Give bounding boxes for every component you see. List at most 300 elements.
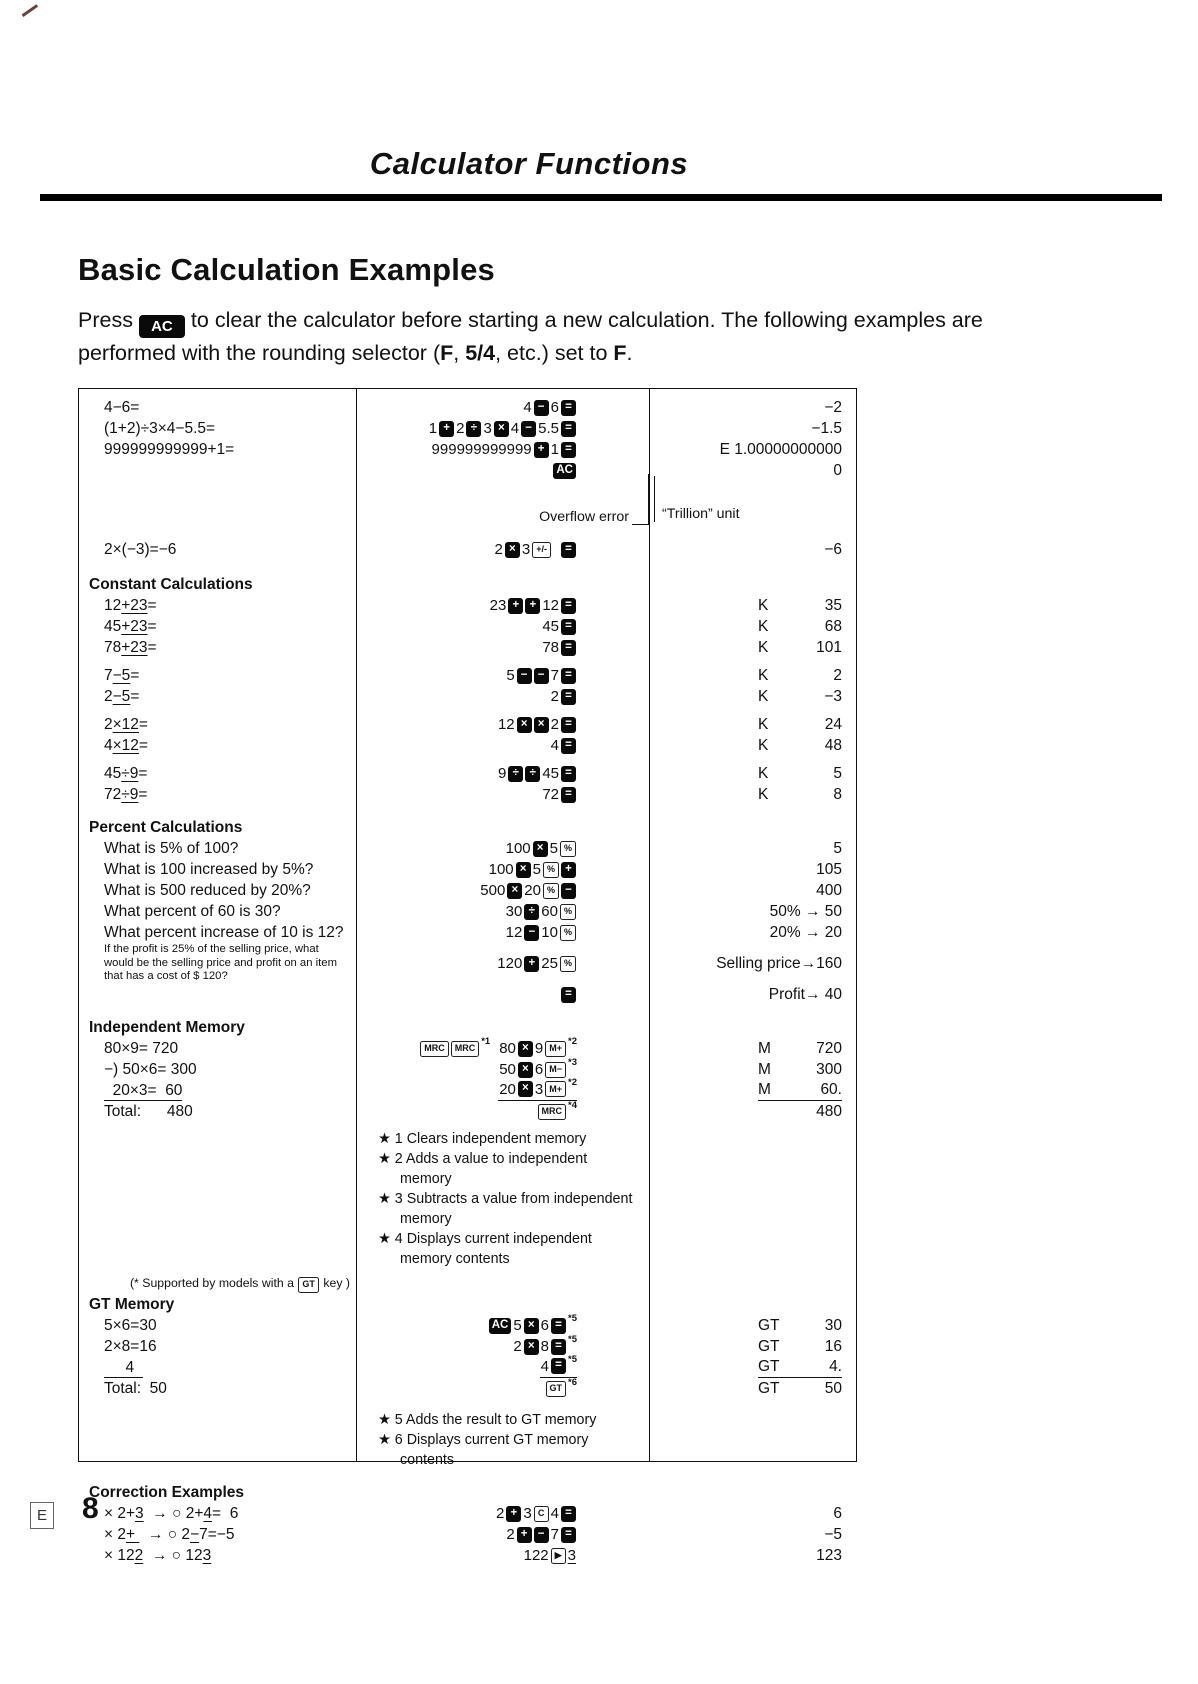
result-display bbox=[758, 1338, 842, 1356]
text-run: 9 bbox=[534, 1040, 544, 1057]
text-run: = bbox=[138, 764, 148, 782]
keys-cell bbox=[356, 1313, 649, 1334]
section-heading: GT Memory bbox=[89, 1295, 175, 1313]
problem-cell bbox=[79, 994, 356, 995]
result-value: 50 bbox=[824, 1379, 842, 1397]
result-cell bbox=[649, 1450, 855, 1451]
example-row bbox=[79, 439, 856, 460]
text-run: 4 bbox=[540, 1357, 550, 1375]
text-run: 2 bbox=[456, 420, 465, 437]
problem-cell bbox=[79, 1526, 356, 1544]
text-run: = bbox=[147, 638, 157, 656]
result-cell bbox=[649, 1249, 855, 1250]
result-value: 5 bbox=[833, 839, 842, 857]
overflow-error-label: Overflow error bbox=[539, 508, 629, 525]
result-cell bbox=[649, 737, 855, 755]
result-cell bbox=[649, 476, 855, 530]
result-cell bbox=[649, 541, 855, 559]
text-run: = bbox=[130, 687, 140, 705]
text-run: 80 bbox=[499, 1040, 516, 1057]
result-mode-indicator: GT bbox=[758, 1379, 780, 1397]
minus-key: − bbox=[521, 421, 536, 437]
percent-key: % bbox=[560, 956, 576, 972]
key-sequence bbox=[550, 737, 577, 754]
example-row bbox=[79, 1101, 856, 1122]
keys-cell bbox=[356, 1283, 649, 1284]
result-display bbox=[758, 618, 842, 636]
multiply-key: × bbox=[518, 1062, 533, 1078]
result-cell bbox=[649, 1027, 855, 1028]
equals-key: = bbox=[561, 987, 576, 1003]
section-heading-row bbox=[79, 1294, 856, 1315]
text-run: 1 bbox=[428, 420, 438, 437]
problem-cell bbox=[79, 765, 356, 783]
keys-cell bbox=[356, 1526, 649, 1543]
result-display bbox=[758, 737, 842, 755]
footnote-marker: *2 bbox=[568, 1076, 577, 1088]
section-heading: Percent Calculations bbox=[89, 818, 243, 836]
text-run: = bbox=[130, 666, 140, 684]
text-run: 20×3= 60 bbox=[104, 1081, 183, 1099]
key-sequence bbox=[560, 987, 577, 1003]
underlined-text: ×12 bbox=[112, 736, 139, 754]
problem-cell bbox=[79, 1082, 356, 1100]
problem-cell bbox=[79, 470, 356, 471]
equals-key: = bbox=[561, 1527, 576, 1543]
plus-key: + bbox=[439, 421, 454, 437]
plus-key: + bbox=[534, 442, 549, 458]
example-row bbox=[79, 922, 856, 943]
problem-cell bbox=[79, 1019, 356, 1037]
section-heading: Constant Calculations bbox=[89, 575, 253, 593]
result-display bbox=[758, 688, 842, 706]
memory-plus-key: M+ bbox=[545, 1081, 566, 1097]
annotation-row bbox=[79, 481, 856, 525]
text-run: (1+2)÷3×4−5.5= bbox=[104, 419, 216, 437]
all-clear-key: AC bbox=[139, 315, 185, 338]
footnote-row bbox=[79, 1409, 856, 1430]
section-heading-row bbox=[79, 1017, 856, 1038]
text-run: What is 500 reduced by 20%? bbox=[104, 881, 311, 899]
column-divider-2 bbox=[649, 389, 650, 1461]
problem-text bbox=[104, 1526, 234, 1543]
text-run: to clear the calculator before starting a new calculation. The following examples are performed with the rounding selector ( bbox=[78, 308, 983, 365]
equals-key: = bbox=[551, 1358, 566, 1374]
result-cell bbox=[649, 584, 855, 585]
result-value: 24 bbox=[824, 715, 842, 733]
result-cell bbox=[649, 1358, 855, 1378]
problem-text bbox=[104, 1040, 178, 1057]
problem-text bbox=[104, 765, 147, 782]
text-run: 20 bbox=[524, 882, 541, 899]
problem-cell bbox=[79, 737, 356, 755]
equals-key: = bbox=[561, 442, 576, 458]
key-sequence bbox=[512, 1334, 577, 1355]
text-run: 45 bbox=[104, 617, 122, 635]
result-display bbox=[758, 639, 842, 657]
problem-text bbox=[104, 441, 234, 458]
text-run: 12 bbox=[497, 716, 515, 733]
result-value: 4. bbox=[829, 1357, 842, 1375]
plus-key: + bbox=[508, 598, 523, 614]
example-row bbox=[79, 984, 856, 1005]
language-badge: E bbox=[30, 1502, 54, 1529]
text-run: = bbox=[138, 785, 148, 803]
result-value: 50% → 50 bbox=[769, 902, 842, 920]
result-display bbox=[758, 1103, 842, 1121]
problem-text bbox=[104, 597, 157, 614]
example-row bbox=[79, 686, 856, 707]
text-run: What percent of 60 is 30? bbox=[104, 902, 281, 920]
result-display bbox=[716, 955, 842, 973]
problem-cell bbox=[79, 903, 356, 921]
plus-key: + bbox=[524, 956, 539, 972]
result-cell bbox=[649, 1138, 855, 1139]
multiply-key: × bbox=[507, 883, 522, 899]
text-run: = bbox=[147, 617, 157, 635]
example-row bbox=[79, 637, 856, 658]
text-run: 45 bbox=[542, 765, 559, 782]
example-row bbox=[79, 1353, 856, 1378]
underlined-text: 2 bbox=[134, 1546, 144, 1564]
problem-cell bbox=[79, 1249, 356, 1250]
problem-cell bbox=[79, 943, 356, 984]
underlined-text: 4 bbox=[203, 1504, 213, 1522]
result-cell bbox=[649, 882, 855, 900]
result-mode-indicator: K bbox=[758, 715, 769, 733]
problem-cell bbox=[79, 716, 356, 734]
text-run: 50 bbox=[499, 1061, 516, 1078]
result-cell bbox=[649, 1061, 855, 1079]
key-sequence bbox=[505, 667, 577, 684]
text-run: 10 bbox=[541, 924, 558, 941]
equals-key: = bbox=[561, 542, 576, 558]
keys-cell bbox=[356, 1505, 649, 1522]
scan-artifact bbox=[16, 0, 38, 17]
example-row bbox=[79, 1524, 856, 1545]
keys-cell bbox=[356, 1149, 649, 1189]
text-run: If the profit is 25% of the selling price, what would be the selling price and profit on an item that has a cost of $ 120? bbox=[104, 943, 341, 982]
underlined-text: 3 bbox=[567, 1547, 576, 1564]
key-sequence bbox=[488, 861, 577, 878]
connector-line bbox=[654, 476, 657, 522]
footnote-row bbox=[79, 1149, 856, 1189]
result-cell bbox=[649, 441, 855, 459]
footnote-text: ★ 4 Displays current independent memory contents bbox=[378, 1231, 592, 1267]
keys-cell bbox=[356, 882, 649, 899]
example-row bbox=[79, 859, 856, 880]
result-value: 123 bbox=[816, 1546, 842, 1564]
problem-cell bbox=[79, 1296, 356, 1314]
footnote-text: ★ 3 Subtracts a value from independent memory bbox=[378, 1191, 633, 1227]
result-value: 300 bbox=[816, 1060, 842, 1078]
multiply-key: × bbox=[518, 1081, 533, 1097]
key-sequence bbox=[419, 1036, 577, 1057]
problem-cell bbox=[79, 924, 356, 942]
text-run: 9 bbox=[497, 765, 507, 782]
result-value: 5 bbox=[833, 764, 842, 782]
all-clear-key: AC bbox=[489, 1318, 512, 1334]
key-sequence bbox=[489, 597, 577, 614]
text-run: 100 bbox=[488, 861, 514, 878]
result-cell bbox=[649, 840, 855, 858]
result-display bbox=[758, 667, 842, 685]
bold-text: F bbox=[440, 341, 454, 365]
problem-cell bbox=[79, 1317, 356, 1335]
problem-cell bbox=[79, 441, 356, 459]
result-display bbox=[758, 1505, 842, 1523]
result-value: 30 bbox=[824, 1316, 842, 1334]
result-value: −2 bbox=[824, 398, 842, 416]
keys-cell bbox=[356, 1189, 649, 1229]
problem-text bbox=[104, 420, 215, 437]
text-run: 3 bbox=[521, 541, 531, 558]
grand-total-key: GT bbox=[298, 1277, 319, 1293]
result-cell bbox=[649, 1380, 855, 1398]
problem-cell bbox=[79, 576, 356, 594]
divide-key: ÷ bbox=[466, 421, 481, 437]
footnote-marker: *2 bbox=[568, 1036, 577, 1047]
result-cell bbox=[649, 1040, 855, 1058]
result-mode-indicator: M bbox=[758, 1060, 771, 1078]
result-display bbox=[758, 840, 842, 858]
bold-text: F bbox=[613, 341, 627, 365]
problem-text bbox=[104, 1547, 211, 1564]
problem-text bbox=[104, 1505, 238, 1522]
key-sequence bbox=[498, 1057, 577, 1078]
text-run: 5 bbox=[549, 840, 558, 857]
memory-recall-clear-key: MRC bbox=[538, 1104, 567, 1120]
page-number: 8 bbox=[82, 1492, 99, 1525]
text-run: 2 bbox=[550, 688, 559, 705]
equals-key: = bbox=[561, 421, 576, 437]
result-display bbox=[758, 420, 842, 438]
problem-cell bbox=[79, 861, 356, 879]
text-run: × 2+ bbox=[104, 1504, 136, 1522]
plus-key: + bbox=[525, 598, 540, 614]
text-run: Total: 480 bbox=[104, 1102, 193, 1120]
example-row bbox=[79, 1503, 856, 1524]
overflow-error-annotation bbox=[356, 474, 649, 533]
percent-key: % bbox=[543, 862, 559, 878]
keys-cell bbox=[356, 827, 649, 828]
problem-cell bbox=[79, 1274, 356, 1293]
text-run: 20 bbox=[499, 1080, 516, 1098]
text-run: → ○ 2+ bbox=[143, 1504, 204, 1522]
page-header-title: Calculator Functions bbox=[369, 146, 689, 181]
keys-cell bbox=[356, 1229, 649, 1269]
multiply-key: × bbox=[524, 1318, 539, 1334]
underlined-text: −5 bbox=[112, 666, 131, 684]
example-row bbox=[79, 1336, 856, 1357]
result-cell bbox=[649, 903, 855, 921]
key-sequence bbox=[505, 840, 577, 857]
keys-cell bbox=[356, 987, 649, 1003]
text-run: 4 bbox=[523, 399, 532, 416]
result-cell bbox=[649, 1526, 855, 1544]
example-row bbox=[79, 1038, 856, 1059]
result-value: 2 bbox=[833, 666, 842, 684]
keys-cell bbox=[356, 1057, 649, 1078]
multiply-key: × bbox=[505, 542, 520, 558]
problem-cell bbox=[79, 618, 356, 636]
text-run: 4 bbox=[104, 736, 113, 754]
keys-cell bbox=[356, 1547, 649, 1564]
text-run: 12 bbox=[542, 597, 559, 614]
text-run: −) 50×6= 300 bbox=[104, 1060, 197, 1078]
problem-text bbox=[104, 399, 139, 416]
result-value: 68 bbox=[824, 617, 842, 635]
result-mode-indicator: M bbox=[758, 1080, 771, 1098]
plus-key: + bbox=[561, 862, 576, 878]
text-run: 8 bbox=[540, 1338, 550, 1355]
footnote-marker: *5 bbox=[568, 1334, 577, 1345]
keys-cell bbox=[356, 474, 649, 533]
text-run: 3 bbox=[523, 1505, 532, 1522]
result-display bbox=[758, 716, 842, 734]
result-cell bbox=[649, 688, 855, 706]
problem-text bbox=[104, 541, 176, 558]
keys-cell bbox=[356, 1353, 649, 1378]
text-run: What percent increase of 10 is 12? bbox=[104, 923, 344, 941]
result-display bbox=[758, 462, 842, 480]
result-value: 720 bbox=[816, 1039, 842, 1057]
text-run: 4 bbox=[550, 737, 559, 754]
keys-cell bbox=[356, 1492, 649, 1493]
minus-key: − bbox=[524, 925, 539, 941]
example-row bbox=[79, 735, 856, 756]
text-run: 6 bbox=[540, 1317, 550, 1334]
footnote-text: ★ 5 Adds the result to GT memory bbox=[378, 1411, 597, 1428]
keys-cell bbox=[356, 639, 649, 656]
result-mode-indicator: K bbox=[758, 785, 769, 803]
example-row bbox=[79, 763, 856, 784]
problem-text bbox=[104, 618, 157, 635]
text-run: 7=−5 bbox=[199, 1525, 235, 1543]
text-run: → ○ 12 bbox=[143, 1546, 203, 1564]
result-display bbox=[758, 1081, 842, 1101]
key-sequence bbox=[505, 903, 577, 920]
problem-cell bbox=[79, 1450, 356, 1451]
result-cell bbox=[649, 1103, 855, 1121]
result-cell bbox=[649, 420, 855, 438]
result-display bbox=[758, 986, 842, 1004]
result-cell bbox=[649, 1317, 855, 1335]
result-value: 101 bbox=[816, 638, 842, 656]
multiply-key: × bbox=[516, 862, 531, 878]
result-cell bbox=[649, 1338, 855, 1356]
text-run: × 12 bbox=[104, 1546, 135, 1564]
plus-key: + bbox=[517, 1527, 532, 1543]
problem-cell bbox=[79, 1209, 356, 1210]
key-sequence bbox=[505, 924, 577, 941]
problem-cell bbox=[79, 1061, 356, 1079]
text-run: 23 bbox=[489, 597, 507, 614]
problem-cell bbox=[79, 1040, 356, 1058]
problem-cell bbox=[79, 1338, 356, 1356]
text-run: 5×6=30 bbox=[104, 1316, 157, 1334]
keys-cell bbox=[356, 1027, 649, 1028]
problem-text bbox=[104, 716, 148, 733]
result-value: 60. bbox=[820, 1080, 842, 1098]
memory-recall-clear-key: MRC bbox=[451, 1041, 480, 1057]
result-cell bbox=[649, 1492, 855, 1493]
result-value: 400 bbox=[816, 881, 842, 899]
result-cell bbox=[649, 618, 855, 636]
keys-cell bbox=[356, 1304, 649, 1305]
key-sequence bbox=[498, 1076, 577, 1101]
key-sequence bbox=[488, 1313, 577, 1334]
keys-cell bbox=[356, 1334, 649, 1355]
sign-change-key: +/- bbox=[532, 542, 551, 558]
result-display bbox=[758, 597, 842, 615]
text-run: 2 bbox=[494, 541, 503, 558]
divide-key: ÷ bbox=[525, 766, 540, 782]
example-row bbox=[79, 880, 856, 901]
column-divider-1 bbox=[356, 389, 357, 1461]
result-display bbox=[758, 1526, 842, 1544]
keys-cell bbox=[356, 1376, 649, 1397]
grand-total-key: GT bbox=[546, 1381, 567, 1397]
result-display bbox=[758, 765, 842, 783]
result-display bbox=[758, 1061, 842, 1079]
underlined-text: − bbox=[190, 1525, 200, 1543]
result-display bbox=[758, 1317, 842, 1335]
text-run: 5 bbox=[513, 1317, 522, 1334]
text-run: = 6 bbox=[212, 1504, 239, 1522]
example-row bbox=[79, 616, 856, 637]
text-run: 999999999999+1= bbox=[104, 440, 235, 458]
multiply-key: × bbox=[524, 1339, 539, 1355]
problem-text bbox=[104, 840, 238, 857]
clear-key: C bbox=[534, 1506, 549, 1522]
shift-right-key: ▶ bbox=[551, 1548, 566, 1564]
text-run: 25 bbox=[541, 955, 558, 972]
result-display bbox=[758, 903, 842, 921]
keys-cell bbox=[356, 584, 649, 585]
result-cell bbox=[649, 1419, 855, 1420]
text-run: 120 bbox=[497, 955, 523, 972]
footnote-row bbox=[79, 1430, 856, 1470]
result-value: 20% → 20 bbox=[769, 923, 842, 941]
result-mode-indicator: M bbox=[758, 1039, 771, 1057]
text-run: 4 bbox=[510, 420, 520, 437]
result-value: 35 bbox=[824, 596, 842, 614]
minus-key: − bbox=[561, 883, 576, 899]
key-sequence bbox=[496, 955, 577, 972]
header-rule bbox=[40, 194, 1162, 201]
text-run: 45 bbox=[542, 618, 559, 635]
result-value: 0 bbox=[833, 461, 842, 479]
equals-key: = bbox=[561, 738, 576, 754]
text-run: 80×9= 720 bbox=[104, 1039, 179, 1057]
result-display bbox=[758, 399, 842, 417]
text-run: 4−6= bbox=[104, 398, 140, 416]
section-heading-row bbox=[79, 1482, 856, 1503]
key-sequence bbox=[523, 1547, 577, 1564]
keys-cell bbox=[356, 1129, 649, 1149]
example-row bbox=[79, 901, 856, 922]
text-run: 2 bbox=[104, 715, 113, 733]
minus-key: − bbox=[534, 1527, 549, 1543]
result-mode-indicator: GT bbox=[758, 1316, 780, 1334]
problem-cell bbox=[79, 420, 356, 438]
problem-cell bbox=[79, 688, 356, 706]
problem-cell bbox=[79, 1484, 356, 1502]
result-cell bbox=[649, 861, 855, 879]
keys-cell bbox=[356, 420, 649, 437]
problem-text bbox=[104, 1338, 157, 1355]
